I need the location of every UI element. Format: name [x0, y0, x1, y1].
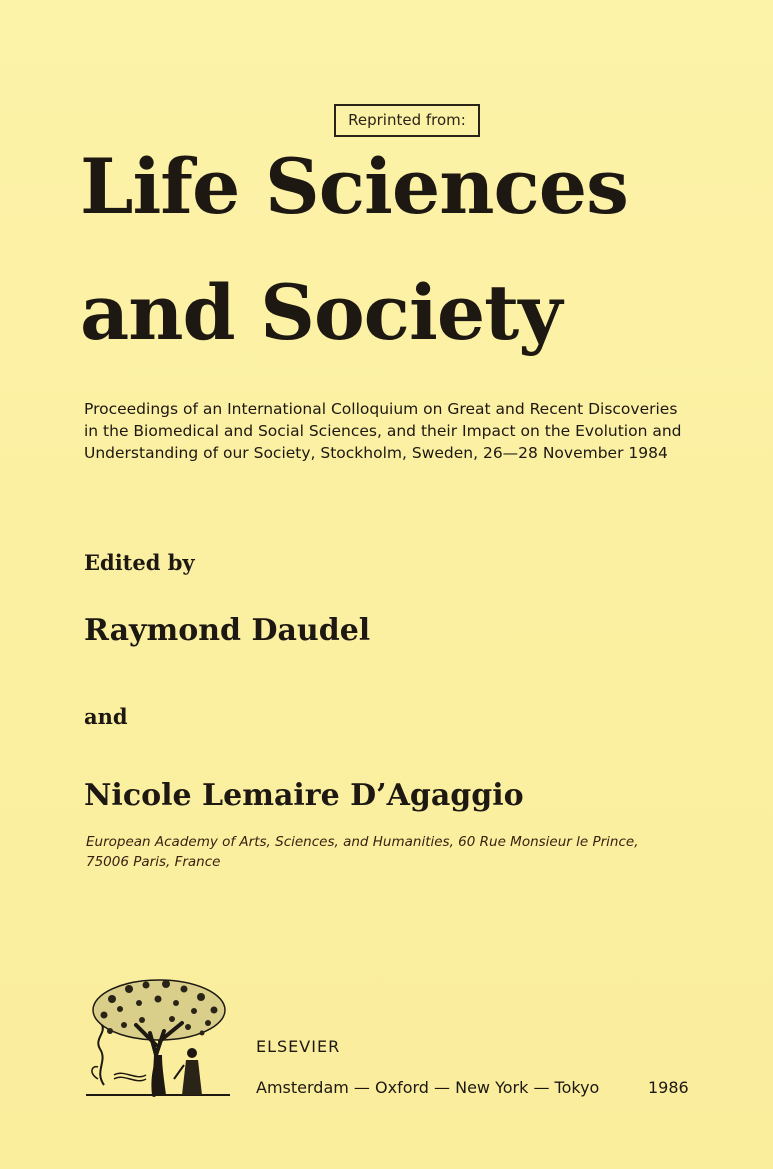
affiliation-line-1: European Academy of Arts, Sciences, and Humanities, 60 Rue Monsieur le Prince,	[86, 834, 639, 850]
publisher-cities: Amsterdam — Oxford — New York — Tokyo	[256, 1078, 600, 1097]
book-title-line-2: and Society	[80, 268, 562, 357]
subtitle-line-2: in the Biomedical and Social Sciences, and their Impact on the Evolution and	[84, 422, 682, 440]
affiliation-line-2: 75006 Paris, France	[86, 854, 221, 870]
subtitle-line-3: Understanding of our Society, Stockholm, Sweden, 26—28 November 1984	[84, 444, 668, 462]
editor-name-1: Raymond Daudel	[84, 613, 371, 648]
proceedings-subtitle	[84, 398, 734, 464]
editor-conjunction: and	[84, 704, 128, 729]
subtitle-line-1: Proceedings of an International Colloquium on Great and Recent Discoveries	[84, 400, 678, 418]
editor-name-2: Nicole Lemaire D’Agaggio	[84, 778, 524, 813]
book-title-line-1: Life Sciences	[80, 142, 628, 231]
edited-by-label: Edited by	[84, 550, 195, 575]
editor-affiliation	[86, 832, 706, 872]
publisher-name: ELSEVIER	[256, 1037, 341, 1056]
publication-year: 1986	[648, 1078, 689, 1097]
elsevier-tree-logo-icon	[84, 975, 234, 1100]
reprint-box: Reprinted from:	[334, 104, 480, 137]
